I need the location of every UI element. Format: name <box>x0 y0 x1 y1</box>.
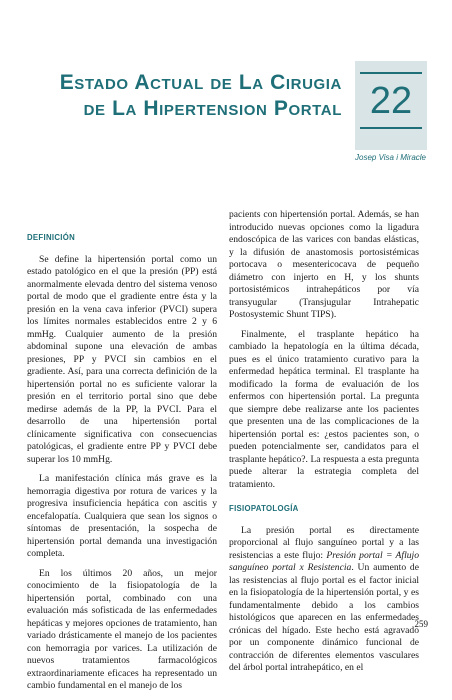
chapter-rule-top <box>360 72 422 74</box>
page-number: 259 <box>414 619 428 629</box>
paragraph-fisiopatologia-1 <box>229 525 419 675</box>
top-band <box>0 0 452 40</box>
paragraph-definicion-3: En los últimos 20 años, un mejor conocimiento de la fisiopatología de la hipertensión portal, combinado con una evaluación más sofisticada de las enfermedades hepáticas y mejores opciones de tratamiento, han variado drásticamente el manejo de los pacientes con hemorragia por varices. La utilización de nuevos tratamientos farmacológicos extraordinariamente eficaces ha representado un cambio fundamental en el manejo de los <box>27 567 217 691</box>
chapter-title-line-1: Estado Actual de La Cirugia <box>59 71 342 94</box>
section-heading-definicion: DEFINICIÓN <box>27 233 76 242</box>
fisiopatologia-formula: Presión portal = Aflujo sanguíneo portal x Resistencia <box>229 549 419 573</box>
paragraph-definicion-2: La manifestación clínica más grave es la hemorragia digestiva por rotura de varices y la progresiva insuficiencia hepática con ascitis y encefalopatía. Cualquiera que sean los signos o síntomas de presentación, la sospecha de hipertensión portal demanda una investigación completa. <box>27 473 217 559</box>
paragraph-trasplante: Finalmente, el trasplante hepático ha cambiado la hepatología en la última década, pues es el único tratamiento curativo para la enfermedad hepática terminal. El trasplante ha modificado la forma de evaluación de los enfermos con hipertensión portal. La pregunta que siempre debe realizarse ante los pacientes que presenten una de las complicaciones de la hipertensión portal es: ¿estos pacientes son, o pueden potencialmente ser, candidatos para el trasplante hepático?. La respuesta a esta pregunta puede alterar la estrategia completa del tratamiento. <box>229 328 419 490</box>
chapter-rule-bottom <box>360 127 422 129</box>
left-column <box>27 232 217 700</box>
fisiopatologia-text-before: La presión portal es directamente proporcional al flujo sanguíneo portal y a las resistencias a este flujo: <box>229 524 419 561</box>
chapter-title <box>42 70 342 122</box>
section-heading-fisiopatologia: FISIOPATOLOGÍA <box>229 504 299 513</box>
paragraph-continuation: pacients con hipertensión portal. Además, se han introducido nuevas opciones como la ligadura endoscópica de las varices con bandas elásticas, y la difusión de anastomosis portosistémicas portocava o mesentericocava de pequeño diámetro con injerto en H, y los shunts portosistémicos intrahepáticos por vía transyugular (Transjugular Intrahepatic Postosystemic Shunt TIPS). <box>229 209 419 320</box>
chapter-title-line-2: de La Hipertension Portal <box>83 97 342 120</box>
chapter-number: 22 <box>369 80 413 122</box>
right-column <box>229 209 419 682</box>
fisiopatologia-text-after: . Un aumento de las resistencias al flujo portal es el factor inicial en la fisiopatología de la hipertensión portal, y es fundamentalmente debido a los cambios histológicos que aparecen en las enfermedades crónicas del hígado. Este hecho está agravado por un componente dinámico funcional de contracción de diferentes elementos vasculares del árbol portal intrahepático, en el <box>229 562 419 673</box>
paragraph-definicion-1: Se define la hipertensión portal como un estado patológico en el que la presión (PP) está anormalmente elevada dentro del sistema venoso portal de modo que el gradiente entre ésta y la presión en la vena cava inferior (PVCI) supera los límites normales establecidos entre 2 y 6 mmHg. Cualquier aumento de la presión abdominal supone una elevación de ambas presiones, PP y PVCI sin cambios en el gradiente. Así, para una correcta definición de la hipertensión portal no es suficiente valorar la presión en el territorio portal sino que debe medirse además de la PP, la PVCI. Para el desarrollo de una hipertensión portal clínicamente significativa con consecuencias patológicas, el gradiente entre PP y PVCI debe superar los 10 mmHg. <box>27 253 217 465</box>
author-name: Josep Visa i Miracle <box>355 153 426 162</box>
